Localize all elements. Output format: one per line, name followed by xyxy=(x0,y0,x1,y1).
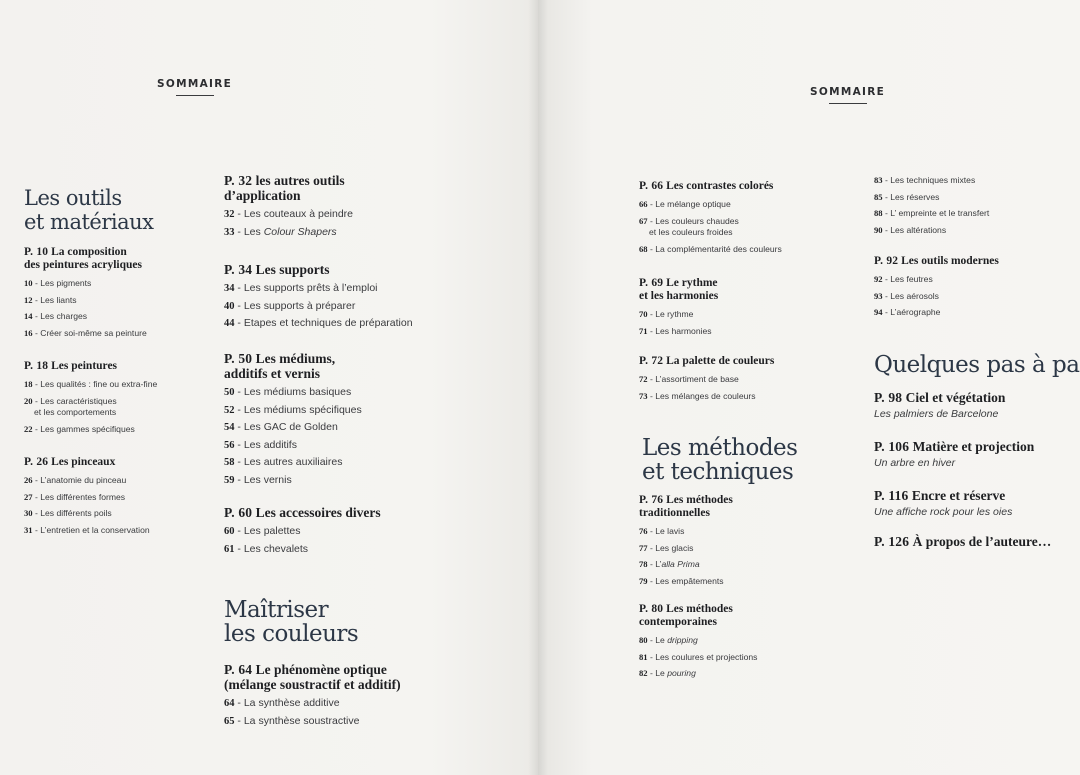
toc-page-number: 31 xyxy=(24,524,33,535)
toc-heading: P. 64 Le phénomène optique (mélange soustractif et additif) xyxy=(224,662,401,692)
toc-item-label: Le xyxy=(655,668,668,678)
toc-page-number: 22 xyxy=(24,424,33,434)
toc-item-label: Le lavis xyxy=(655,526,685,536)
toc-block-p32 xyxy=(224,173,524,241)
toc-block-p76 xyxy=(639,494,869,589)
toc-item-label: L’anatomie du pinceau xyxy=(40,475,127,485)
toc-item-label: Les feutres xyxy=(890,274,933,284)
toc-heading: P. 126 À propos de l’auteure… xyxy=(874,534,1052,549)
toc-page-number: 50 xyxy=(224,387,235,398)
toc-item-label: Le xyxy=(655,635,668,645)
toc-page-number: 16 xyxy=(24,327,33,338)
toc-page-number: 61 xyxy=(224,543,235,555)
toc-item: 76 - Le lavis xyxy=(639,526,685,536)
toc-block-p60 xyxy=(224,505,524,558)
toc-heading: P. 76 Les méthodes traditionnelles xyxy=(639,494,733,519)
toc-items xyxy=(24,275,214,341)
toc-block-p80 xyxy=(639,603,869,682)
toc-item: 83 - Les techniques mixtes xyxy=(874,175,976,185)
toc-page-number: 78 xyxy=(639,559,648,569)
toc-item-label: Les supports à préparer xyxy=(243,299,356,312)
toc-item-label: Les gammes spécifiques xyxy=(40,424,135,434)
toc-item-label: Etapes et techniques de préparation xyxy=(243,317,413,329)
toc-item: 80 - Le dripping xyxy=(639,635,698,645)
toc-page-number: 59 xyxy=(224,474,235,486)
toc-item-label: L’aérographe xyxy=(890,307,941,317)
toc-block-p18 xyxy=(24,360,214,438)
toc-page-number: 79 xyxy=(639,575,648,586)
toc-item: 90 - Les altérations xyxy=(874,224,947,235)
toc-subtitle: Les palmiers de Barcelone xyxy=(874,408,999,420)
toc-block-p83 xyxy=(874,169,1074,238)
toc-item-label-italic: pouring xyxy=(667,668,696,678)
toc-item-label-continued: et les comportements xyxy=(34,407,117,417)
toc-block-p64 xyxy=(224,662,534,730)
toc-heading: P. 98 Ciel et végétation xyxy=(874,390,1006,405)
toc-item: 64 - La synthèse additive xyxy=(224,697,340,709)
toc-block-p66 xyxy=(639,180,869,258)
toc-page-number: 92 xyxy=(874,274,883,284)
toc-item: 40 - Les supports à préparer xyxy=(224,299,356,312)
toc-item-label: Les GAC de Golden xyxy=(243,421,338,433)
toc-items xyxy=(639,371,869,404)
toc-heading: P. 80 Les méthodes contemporaines xyxy=(639,603,733,628)
toc-block-p34 xyxy=(224,262,524,333)
toc-item-label: La synthèse soustractive xyxy=(243,714,360,727)
right-page xyxy=(538,0,1080,775)
toc-item: 94 - L’aérographe xyxy=(874,307,941,317)
toc-item: 33 - Les Colour Shapers xyxy=(224,225,337,238)
toc-item-label: Les chevalets xyxy=(243,542,309,555)
toc-item: 93 - Les aérosols xyxy=(874,290,939,301)
toc-page-number: 70 xyxy=(639,309,648,319)
toc-subtitle: Un arbre en hiver xyxy=(874,457,956,469)
toc-item-label: Les pigments xyxy=(40,278,92,288)
toc-page-number: 32 xyxy=(224,209,235,220)
toc-heading: P. 72 La palette de couleurs xyxy=(639,355,775,367)
sommaire-heading-right: SOMMAIRE xyxy=(810,86,885,104)
toc-page-number: 26 xyxy=(24,475,33,485)
toc-item-label: Les couteaux à peindre xyxy=(243,208,354,220)
toc-page-number: 54 xyxy=(224,422,235,433)
toc-item-label: L’assortiment de base xyxy=(655,374,739,384)
toc-page-number: 73 xyxy=(639,390,648,401)
toc-item-label: L’ empreinte et le transfert xyxy=(890,208,990,218)
toc-item-label: Les médiums spécifiques xyxy=(243,403,362,416)
toc-items xyxy=(224,280,524,333)
toc-page-number: 80 xyxy=(639,635,648,645)
sommaire-heading-left: SOMMAIRE xyxy=(157,78,232,96)
toc-item-label: Les mélanges de couleurs xyxy=(655,390,756,401)
toc-items xyxy=(24,472,214,538)
toc-item-label: Les supports prêts à l’emploi xyxy=(243,282,378,294)
toc-page-number: 44 xyxy=(224,318,235,329)
toc-item: 54 - Les GAC de Golden xyxy=(224,421,338,433)
toc-page-number: 10 xyxy=(24,278,33,288)
toc-item: 81 - Les coulures et projections xyxy=(639,651,758,662)
toc-item-label: Les aérosols xyxy=(890,290,939,301)
toc-page-number: 65 xyxy=(224,715,235,727)
toc-item: 77 - Les glacis xyxy=(639,542,694,553)
toc-item-label: Les caractéristiques xyxy=(40,395,117,406)
toc-item-label: Les médiums basiques xyxy=(243,386,352,398)
toc-item: 59 - Les vernis xyxy=(224,473,292,486)
toc-block-p98 xyxy=(874,390,1080,420)
toc-page-number: 82 xyxy=(639,668,648,678)
toc-item-label: Les empâtements xyxy=(655,575,724,586)
toc-item: 58 - Les autres auxiliaires xyxy=(224,456,343,468)
toc-heading: P. 60 Les accessoires divers xyxy=(224,505,381,520)
toc-heading: P. 106 Matière et projection xyxy=(874,439,1035,454)
toc-item-label: Les liants xyxy=(40,294,77,305)
toc-item-label: Créer soi-même sa peinture xyxy=(40,327,147,338)
toc-items xyxy=(874,172,1074,238)
toc-item-label-continued: et les couleurs froides xyxy=(649,227,733,237)
toc-item-label: Les autres auxiliaires xyxy=(243,456,343,468)
toc-page-number: 18 xyxy=(24,379,33,389)
toc-item: 34 - Les supports prêts à l’emploi xyxy=(224,282,378,294)
toc-page-number: 77 xyxy=(639,542,648,553)
toc-heading: P. 34 Les supports xyxy=(224,262,330,277)
section-title-outils: Les outils et matériaux xyxy=(24,186,154,234)
toc-item-label: La synthèse additive xyxy=(243,697,340,709)
toc-items xyxy=(224,206,524,241)
toc-item: 20 - Les caractéristiques et les comportements xyxy=(24,393,214,419)
toc-item: 92 - Les feutres xyxy=(874,274,933,284)
toc-item: 18 - Les qualités : fine ou extra-fine xyxy=(24,379,158,389)
toc-page-number: 81 xyxy=(639,651,648,662)
toc-page-number: 20 xyxy=(24,395,33,406)
toc-block-p72 xyxy=(639,355,869,404)
toc-item-label: Les techniques mixtes xyxy=(890,175,976,185)
toc-page-number: 85 xyxy=(874,191,883,202)
toc-page-number: 76 xyxy=(639,526,648,536)
toc-item-label-italic: Colour Shapers xyxy=(263,225,337,238)
toc-item-label: Les couleurs chaudes xyxy=(655,215,739,226)
toc-items xyxy=(24,376,214,438)
toc-item-label: La complémentarité des couleurs xyxy=(655,244,782,254)
toc-heading: P. 18 Les peintures xyxy=(24,360,118,372)
toc-item: 68 - La complémentarité des couleurs xyxy=(639,244,782,254)
toc-item: 50 - Les médiums basiques xyxy=(224,386,352,398)
sommaire-rule xyxy=(176,95,214,96)
toc-item: 12 - Les liants xyxy=(24,294,77,305)
toc-items xyxy=(639,523,869,589)
toc-item-label: Les additifs xyxy=(243,438,297,451)
toc-page-number: 56 xyxy=(224,439,235,451)
toc-item-label: Les coulures et projections xyxy=(655,651,758,662)
toc-page-number: 60 xyxy=(224,526,235,537)
toc-items xyxy=(224,695,534,730)
toc-item: 26 - L’anatomie du pinceau xyxy=(24,475,127,485)
toc-items xyxy=(874,271,1074,321)
toc-heading: P. 50 Les médiums, additifs et vernis xyxy=(224,351,336,381)
toc-page-number: 30 xyxy=(24,508,33,518)
toc-item-label: Les altérations xyxy=(890,224,947,235)
toc-page-number: 12 xyxy=(24,294,33,305)
toc-heading: P. 32 les autres outils d’application xyxy=(224,173,345,203)
toc-item: 14 - Les charges xyxy=(24,311,88,321)
toc-heading: P. 10 La composition des peintures acryliques xyxy=(24,246,142,271)
toc-page-number: 66 xyxy=(639,199,648,209)
toc-page-number: 72 xyxy=(639,374,648,384)
toc-item: 71 - Les harmonies xyxy=(639,325,712,336)
toc-item: 16 - Créer soi-même sa peinture xyxy=(24,327,147,338)
toc-item: 22 - Les gammes spécifiques xyxy=(24,424,135,434)
toc-item: 32 - Les couteaux à peindre xyxy=(224,208,354,220)
toc-heading: P. 116 Encre et réserve xyxy=(874,488,1006,503)
section-title-methodes: Les méthodes et techniques xyxy=(642,435,798,485)
toc-page-number: 27 xyxy=(24,491,33,502)
toc-item: 27 - Les différentes formes xyxy=(24,491,126,502)
toc-page-number: 88 xyxy=(874,208,883,218)
toc-block-p126 xyxy=(874,534,1080,549)
toc-block-p26 xyxy=(24,456,214,538)
toc-block-p50 xyxy=(224,351,524,489)
toc-item: 10 - Les pigments xyxy=(24,278,92,288)
toc-item: 52 - Les médiums spécifiques xyxy=(224,403,362,416)
toc-block-p10 xyxy=(24,246,214,341)
toc-item: 78 - L’alla Prima xyxy=(639,559,700,569)
toc-page-number: 40 xyxy=(224,300,235,312)
toc-item-label: Les vernis xyxy=(243,473,292,486)
toc-block-p106 xyxy=(874,439,1080,469)
toc-item: 66 - Le mélange optique xyxy=(639,199,731,209)
toc-item-label-italic: alla Prima xyxy=(661,559,700,569)
toc-item: 67 - Les couleurs chaudes et les couleurs froides xyxy=(639,213,869,239)
toc-item-label: Les différents poils xyxy=(40,508,112,518)
toc-item-label: Les harmonies xyxy=(655,325,712,336)
left-page xyxy=(0,0,538,775)
book-gutter-shadow xyxy=(528,0,548,775)
toc-page-number: 93 xyxy=(874,290,883,301)
toc-item-label: L’entretien et la conservation xyxy=(40,524,150,535)
toc-item: 88 - L’ empreinte et le transfert xyxy=(874,208,990,218)
toc-page-number: 83 xyxy=(874,175,883,185)
section-title-maitriser: Maîtriser les couleurs xyxy=(224,597,359,647)
toc-items xyxy=(639,196,869,258)
toc-subtitle: Une affiche rock pour les oies xyxy=(874,506,1013,518)
toc-item: 60 - Les palettes xyxy=(224,525,301,537)
toc-page-number: 33 xyxy=(224,226,235,238)
toc-item-label-italic: dripping xyxy=(667,635,698,645)
toc-page-number: 68 xyxy=(639,244,648,254)
toc-item-label: Les xyxy=(243,225,264,238)
toc-item-label: Les différentes formes xyxy=(40,491,126,502)
toc-items xyxy=(224,523,524,558)
toc-page-number: 90 xyxy=(874,224,883,235)
sommaire-rule xyxy=(829,103,867,104)
toc-item: 70 - Le rythme xyxy=(639,309,694,319)
toc-page-number: 67 xyxy=(639,215,648,226)
toc-item-label: Le rythme xyxy=(655,309,694,319)
toc-item: 61 - Les chevalets xyxy=(224,542,309,555)
toc-item: 30 - Les différents poils xyxy=(24,508,112,518)
toc-page-number: 64 xyxy=(224,698,235,709)
toc-item-label: L’ xyxy=(655,559,662,569)
toc-page-number: 71 xyxy=(639,325,648,336)
toc-item: 73 - Les mélanges de couleurs xyxy=(639,390,756,401)
toc-item: 44 - Etapes et techniques de préparation xyxy=(224,317,413,329)
section-title-quelques: Quelques pas à pa xyxy=(874,352,1080,378)
toc-page-number: 52 xyxy=(224,404,235,416)
toc-items xyxy=(639,306,869,339)
toc-item: 56 - Les additifs xyxy=(224,438,297,451)
toc-item: 79 - Les empâtements xyxy=(639,575,724,586)
toc-item: 72 - L’assortiment de base xyxy=(639,374,739,384)
toc-item-label: Les qualités : fine ou extra-fine xyxy=(40,379,158,389)
toc-item-label: Les palettes xyxy=(243,525,301,537)
toc-item-label: Les glacis xyxy=(655,542,694,553)
toc-page-number: 14 xyxy=(24,311,33,321)
toc-heading: P. 69 Le rythme et les harmonies xyxy=(639,277,719,302)
toc-page-number: 34 xyxy=(224,283,235,294)
toc-item: 85 - Les réserves xyxy=(874,191,940,202)
toc-item-label: Le mélange optique xyxy=(655,199,731,209)
toc-heading: P. 66 Les contrastes colorés xyxy=(639,180,774,192)
toc-item-label: Les charges xyxy=(40,311,88,321)
toc-item-label: Les réserves xyxy=(890,191,940,202)
toc-block-p69 xyxy=(639,277,869,339)
toc-page-number: 94 xyxy=(874,307,883,317)
toc-page-number: 58 xyxy=(224,457,235,468)
toc-item: 65 - La synthèse soustractive xyxy=(224,714,360,727)
toc-item: 31 - L’entretien et la conservation xyxy=(24,524,150,535)
toc-heading: P. 26 Les pinceaux xyxy=(24,456,116,468)
toc-block-p92 xyxy=(874,255,1074,321)
toc-items xyxy=(224,384,524,489)
toc-heading: P. 92 Les outils modernes xyxy=(874,255,999,267)
toc-block-p116 xyxy=(874,488,1080,518)
toc-item: 82 - Le pouring xyxy=(639,668,696,678)
toc-items xyxy=(639,632,869,682)
